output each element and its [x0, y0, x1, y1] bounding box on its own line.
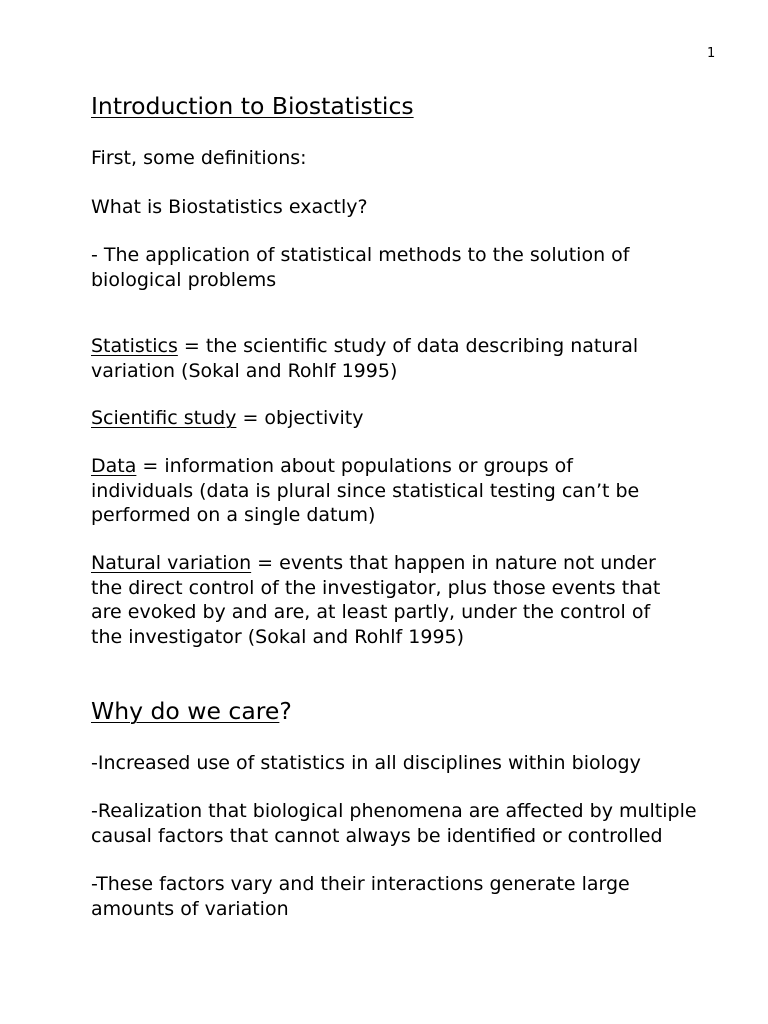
- term-statistics: Statistics: [91, 335, 178, 357]
- why-heading: [91, 697, 751, 725]
- answer-line-2: biological problems: [91, 268, 277, 291]
- definition-natural-variation-text: = events that happen in nature not under: [251, 552, 656, 574]
- why-point-3-line-2: amounts of variation: [91, 897, 289, 920]
- definition-statistics-line-2: variation (Sokal and Rohlf 1995): [91, 359, 398, 382]
- definition-data-line-2: individuals (data is plural since statistical testing can’t be: [91, 479, 640, 502]
- definition-statistics-text: = the scientific study of data describing natural: [177, 335, 639, 357]
- why-point-3-line-1: -These factors vary and their interactions generate large: [91, 873, 630, 895]
- definition-scientific-study-text: = objectivity: [236, 407, 364, 429]
- intro-line: First, some definitions:: [91, 147, 307, 169]
- why-point-1-line-1: -Increased use of statistics in all disciplines within biology: [91, 752, 641, 774]
- why-point-3: [91, 872, 751, 921]
- term-natural-variation: Natural variation: [91, 552, 252, 574]
- answer-paragraph: [91, 243, 751, 292]
- page-number: 1: [707, 46, 716, 61]
- page-title-text: Introduction to Biostatistics: [91, 92, 414, 120]
- why-point-2-line-2: causal factors that cannot always be identified or controlled: [91, 824, 663, 847]
- definition-natural-variation: [91, 551, 751, 649]
- why-point-1: [91, 751, 751, 776]
- definition-data-text: = information about populations or groups of: [136, 455, 573, 477]
- term-data: Data: [91, 455, 137, 477]
- definition-scientific-study: [91, 406, 751, 431]
- why-point-2-line-1: -Realization that biological phenomena are affected by multiple: [91, 800, 697, 822]
- answer-line-1: - The application of statistical methods to the solution of: [91, 244, 630, 266]
- why-heading-suffix: ?: [279, 697, 292, 725]
- definition-natural-variation-line-1: [91, 551, 751, 576]
- term-scientific-study: Scientific study: [91, 407, 237, 429]
- page-title: [91, 92, 751, 120]
- why-point-2: [91, 799, 751, 848]
- question-line: What is Biostatistics exactly?: [91, 196, 368, 218]
- definition-natural-variation-line-4: the investigator (Sokal and Rohlf 1995): [91, 625, 465, 648]
- definition-data-line-3: performed on a single datum): [91, 504, 376, 526]
- why-heading-text: Why do we care: [91, 697, 280, 725]
- definition-natural-variation-line-3: are evoked by and are, at least partly, under the control of: [91, 601, 651, 623]
- definition-data: [91, 454, 751, 528]
- definition-statistics: [91, 334, 751, 383]
- definition-data-line-1: [91, 454, 751, 479]
- definition-statistics-line-1: [91, 334, 751, 359]
- definition-natural-variation-line-2: the direct control of the investigator, plus those events that: [91, 576, 661, 599]
